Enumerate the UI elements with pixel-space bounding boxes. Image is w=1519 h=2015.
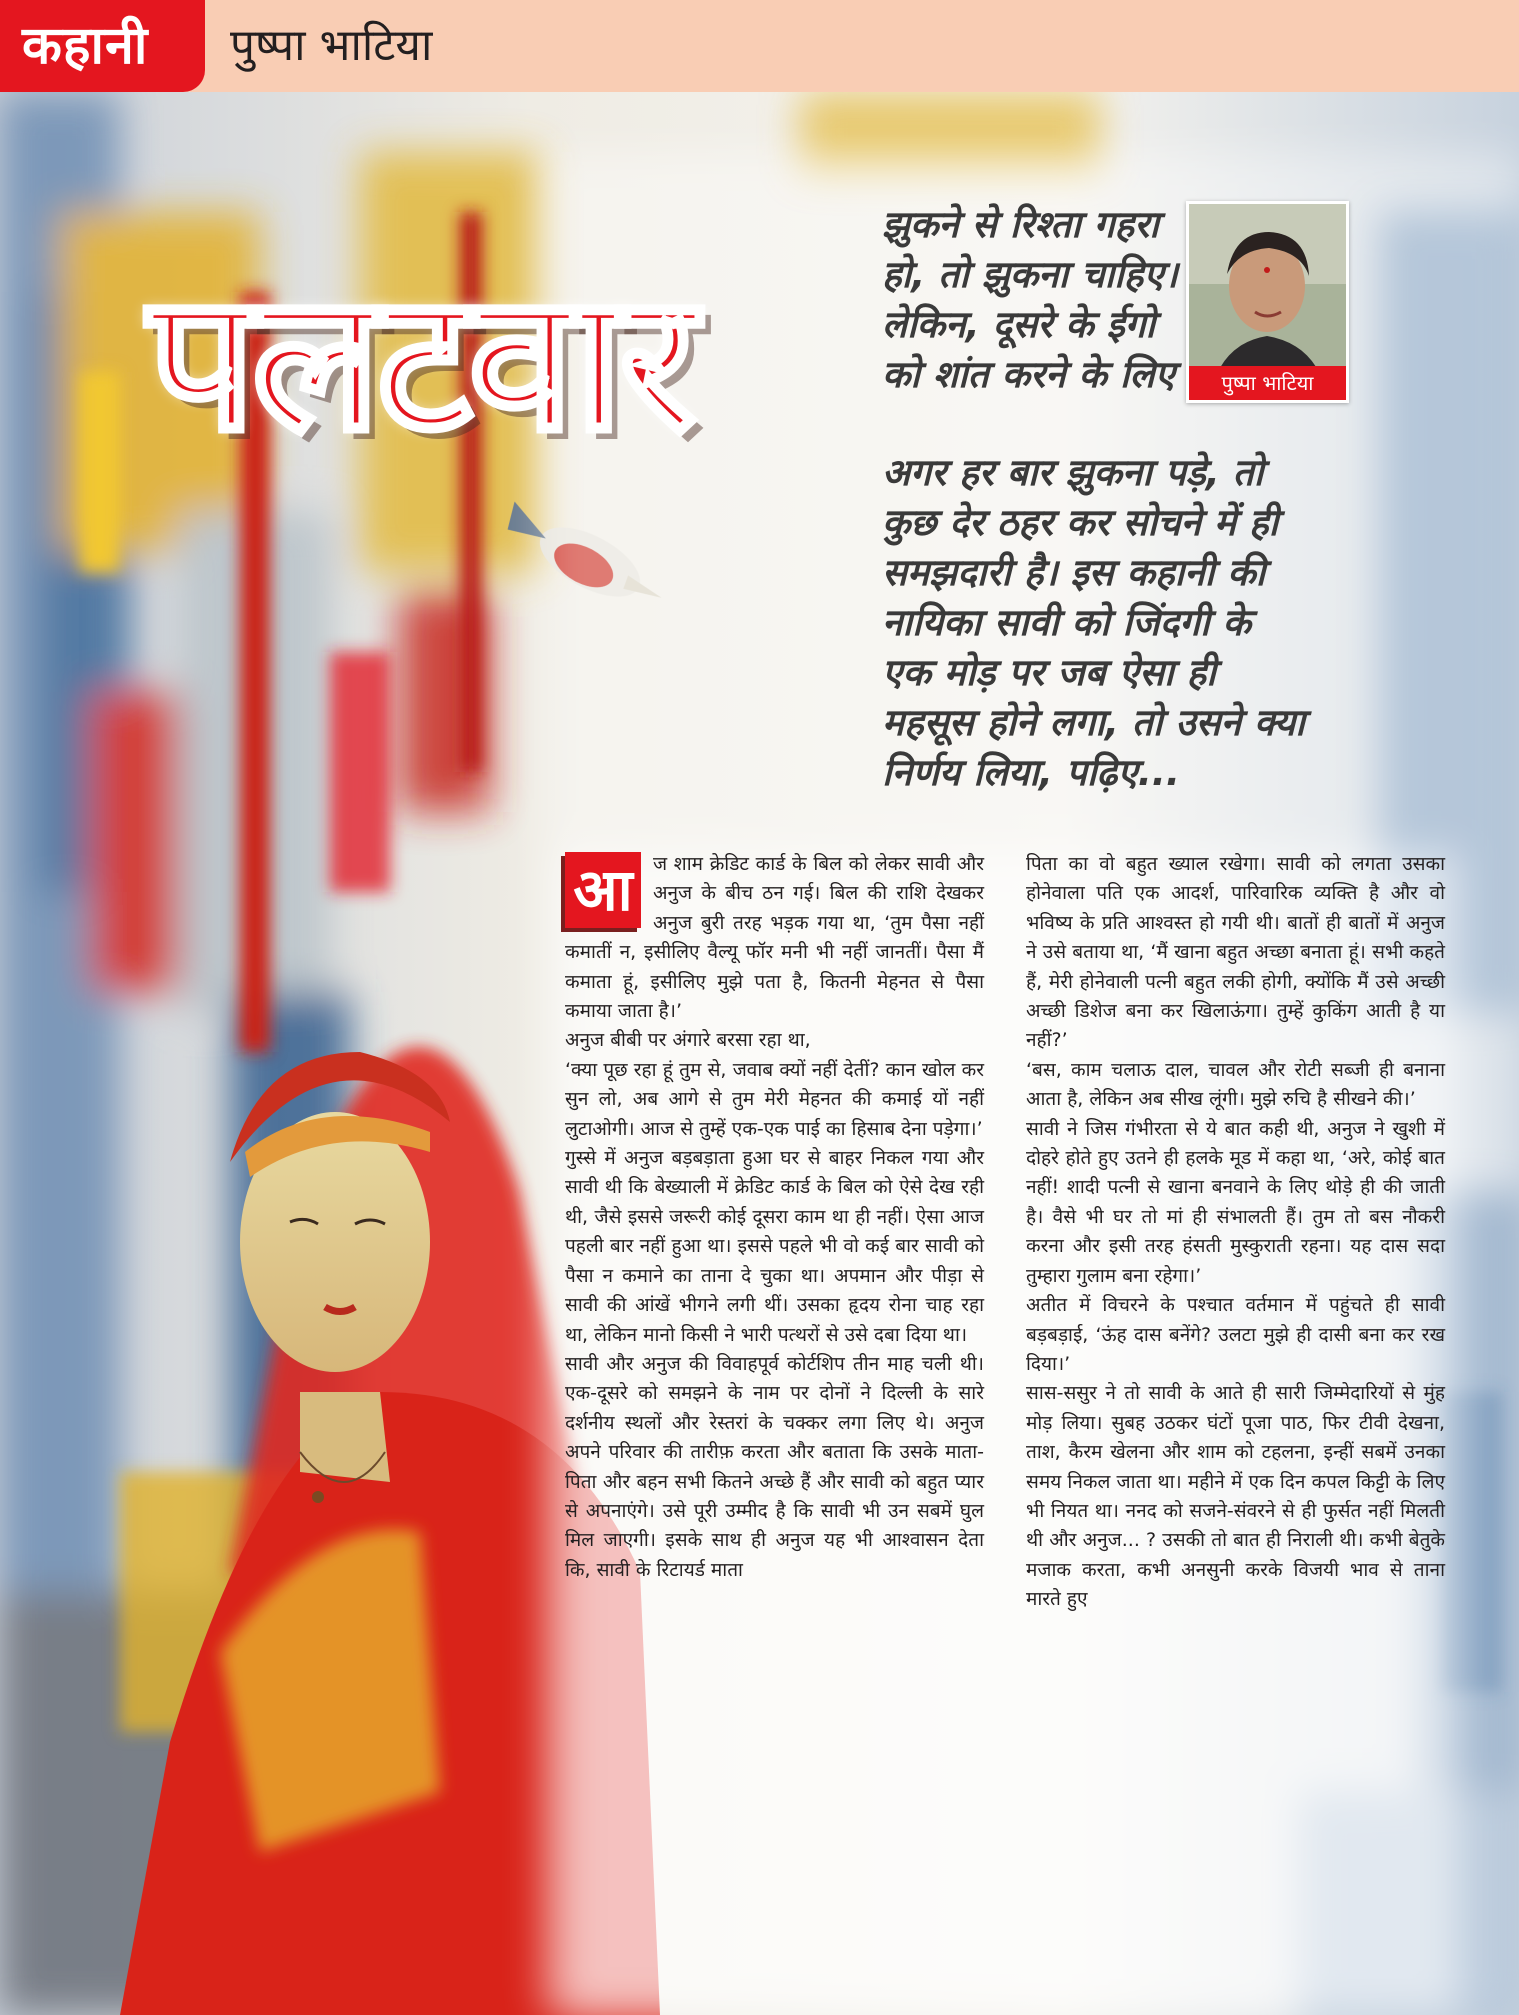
paragraph: अतीत में विचरने के पश्चात वर्तमान में पहुंचते ही सावी बड़बड़ाई, ‘ऊंह दास बनेंगे? उलटा मुझे ही दासी बना कर रख दिया।’ [1026, 1294, 1445, 1375]
paragraph: गुस्से में अनुज बड़बड़ाता हुआ घर से बाहर निकल गया और सावी थी कि बेख्याली में क्रेडिट कार्ड के बिल को ऐसे देख रही थी, जैसे इससे जरूरी कोई दूसरा काम था ही नहीं। ऐसा आज पहली बार नहीं हुआ था। इससे पहले भी वो कई बार सावी को पैसा न कमाने का ताना दे चुका था। अपमान और पीड़ा से सावी की आंखें भीगने लगी थीं। उसका हृदय रोना चाह रहा था, लेकिन मानो किसी ने भारी पत्थरों से उसे दबा दिया था। [565, 1147, 984, 1346]
article-body [565, 850, 1445, 2000]
category-label: कहानी [0, 0, 205, 92]
drop-cap: आ [565, 852, 641, 928]
paragraph: अनुज बीबी पर अंगारे बरसा रहा था, [565, 1029, 811, 1052]
paragraph: सास-ससुर ने तो सावी के आते ही सारी जिम्मेदारियों से मुंह मोड़ लिया। सुबह उठकर घंटों पूजा पाठ, फिर टीवी देखना, ताश, कैरम खेलना और शाम को टहलना, इन्हीं सबमें उनका समय निकल जाता था। महीने में एक दिन कपल किट्टी के लिए भी नियत था। ननद को सजने-संवरने से ही फुर्सत नहीं मिलती थी और अनुज... ? उसकी तो बात ही निराली थी। कभी बेतुके मजाक करता, कभी अनसुनी करके विजयी भाव से ताना मारते हुए [1026, 1382, 1445, 1611]
paragraph: ज शाम क्रेडिट कार्ड के बिल को लेकर सावी और अनुज के बीच ठन गई। बिल की राशि देखकर अनुज बुरी तरह भड़क गया था, ‘तुम पैसा नहीं कमातीं न, इसीलिए वैल्यू फॉर मनी भी नहीं जानतीं। पैसा मैं कमाता हूं, इसीलिए मुझे पता है, कितनी मेहनत से पैसा कमाया जाता है।’ [565, 853, 984, 1023]
paragraph: ‘बस, काम चलाऊ दाल, चावल और रोटी सब्जी ही बनाना आता है, लेकिन अब सीख लूंगी। मुझे रुचि है सीखने की।’ [1026, 1058, 1445, 1111]
page-header [0, 0, 1519, 92]
paragraph: पिता का वो बहुत ख्याल रखेगा। सावी को लगता उसका होनेवाला पति एक आदर्श, पारिवारिक व्यक्ति है और वो भविष्य के प्रति आश्वस्त हो गयी थी। बातों ही बातों में अनुज ने उसे बताया था, ‘मैं खाना बहुत अच्छा बनाता हूं। सभी कहते हैं, मेरी होनेवाली पत्नी बहुत लकी होगी, क्योंकि मैं उसे अच्छी अच्छी डिशेज बना कर खिलाऊंगा। तुम्हें कुकिंग आती है या नहीं?’ [1026, 853, 1445, 1052]
author-photo [1186, 201, 1349, 403]
paragraph: सावी ने जिस गंभीरता से ये बात कही थी, अनुज ने खुशी में दोहरे होते हुए उतने ही हलके मूड में कहा था, ‘अरे, कोई बात नहीं! शादी पत्नी से खाना बनवाने के लिए थोड़े ही की जाती है। वैसे भी घर तो मां ही संभालती हैं। तुम तो बस नौकरी करना और इसी तरह हंसती मुस्कुराती रहना। यह दास सदा तुम्हारा गुलाम बना रहेगा।’ [1026, 1117, 1445, 1287]
paragraph: सावी और अनुज की विवाहपूर्व कोर्टशिप तीन माह चली थी। एक-दूसरे को समझने के नाम पर दोनों ने दिल्ली के सारे दर्शनीय स्थलों और रेस्तरां के चक्कर लगा लिए थे। अनुज अपने परिवार की तारीफ़ करता और बताता कि उसके माता-पिता और बहन सभी कितने अच्छे हैं और सावी को बहुत प्यार से अपनाएंगे। उसे पूरी उम्मीद है कि सावी भी उन सबमें घुल मिल जाएगी। इसके साथ ही अनुज यह भी आश्वासन देता कि, सावी के रिटायर्ड माता [565, 1352, 984, 1581]
story-title: पलटवार [148, 252, 694, 473]
article-column-1 [565, 850, 984, 2000]
article-column-2 [1026, 850, 1445, 2000]
header-author-name: पुष्पा भाटिया [230, 20, 433, 71]
teaser-text-top: झुकने से रिश्ता गहरा हो, तो झुकना चाहिए। लेकिन, दूसरे के ईगो को शांत करने के लिए [882, 203, 1178, 396]
author-photo-caption: पुष्पा भाटिया [1189, 366, 1346, 400]
teaser-text-bottom: अगर हर बार झुकना पड़े, तो कुछ देर ठहर कर सोचने में ही समझदारी है। इस कहानी की नायिका सावी को जिंदगी के एक मोड़ पर जब ऐसा ही महसूस होने लगा, तो उसने क्या निर्णय लिया, पढ़िए... [882, 451, 1305, 794]
paragraph: ‘क्या पूछ रहा हूं तुम से, जवाब क्यों नहीं देतीं? कान खोल कर सुन लो, अब आगे से तुम मेरी मेहनत की कमाई यों नहीं लुटाओगी। आज से तुम्हें एक-एक पाई का हिसाब देना पड़ेगा।’ [565, 1058, 984, 1140]
